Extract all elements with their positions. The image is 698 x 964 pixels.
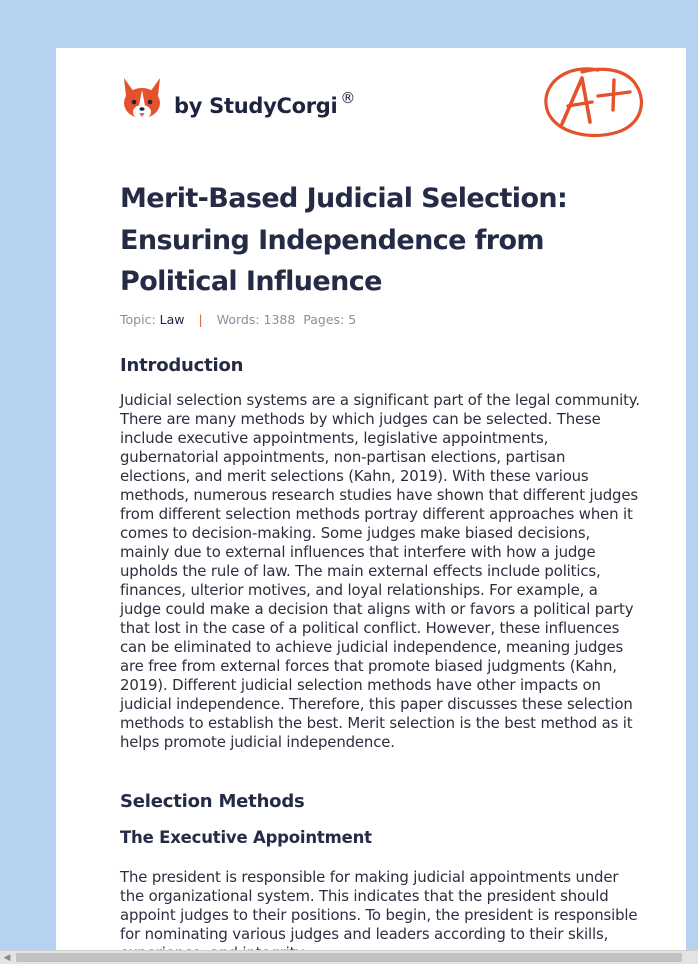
article-meta (120, 312, 356, 327)
selection-methods-heading: Selection Methods (120, 791, 305, 812)
introduction-heading: Introduction (120, 355, 244, 376)
executive-appointment-heading: The Executive Appointment (120, 828, 372, 847)
meta-separator: | (198, 312, 203, 327)
topic-label: Topic: (120, 312, 156, 327)
topic-link[interactable]: Law (159, 312, 185, 327)
brand-text: by StudyCorgi (174, 94, 338, 118)
pages-label: Pages: (303, 312, 345, 327)
words-label: Words: (216, 312, 260, 327)
registered-mark: ® (340, 89, 356, 107)
corgi-logo-icon (120, 76, 164, 122)
words-count: 1388 (263, 312, 296, 327)
introduction-paragraph: Judicial selection systems are a significant part of the legal community. There are many methods by which judges can be selected. These include executive appointments, legislative appointments, gubernatorial appointments, non-partisan elections, partisan elections, and merit selections (Kahn, 2019). With these various methods, numerous research studies have shown that different judges from different selection methods portray different approaches when it comes to decision-making. Some judges make biased decisions, mainly due to external influences that interfere with how a judge upholds the rule of law. The main external effects include politics, finances, ulterior motives, and loyal relationships. For example, a judge could make a decision that aligns with or favors a political party that lost in the case of a political conflict. However, these influences can be eliminated to achieve judicial independence, meaning judges are free from external forces that promote biased judgments (Kahn, 2019). Different judicial selection methods have other impacts on judicial independence. Therefore, this paper discusses these selection methods to establish the best. Merit selection is the best method as it helps promote judicial independence. (120, 391, 640, 751)
article-title: Merit-Based Judicial Selection: Ensuring Independence from Political Influence (120, 183, 568, 297)
scroll-left-arrow-icon[interactable]: ◀ (3, 953, 11, 963)
document-page (56, 48, 686, 950)
pages-count: 5 (348, 312, 357, 327)
horizontal-scrollbar[interactable] (0, 950, 698, 964)
executive-appointment-paragraph: The president is responsible for making judicial appointments under the organizational system. This indicates that the president should appoint judges to their positions. To begin, the president is responsible for nominating various judges and leaders according to their skills, (120, 868, 638, 943)
grade-a-plus-badge (538, 60, 648, 140)
brand-name[interactable] (174, 89, 356, 118)
scroll-thumb[interactable] (16, 953, 682, 962)
